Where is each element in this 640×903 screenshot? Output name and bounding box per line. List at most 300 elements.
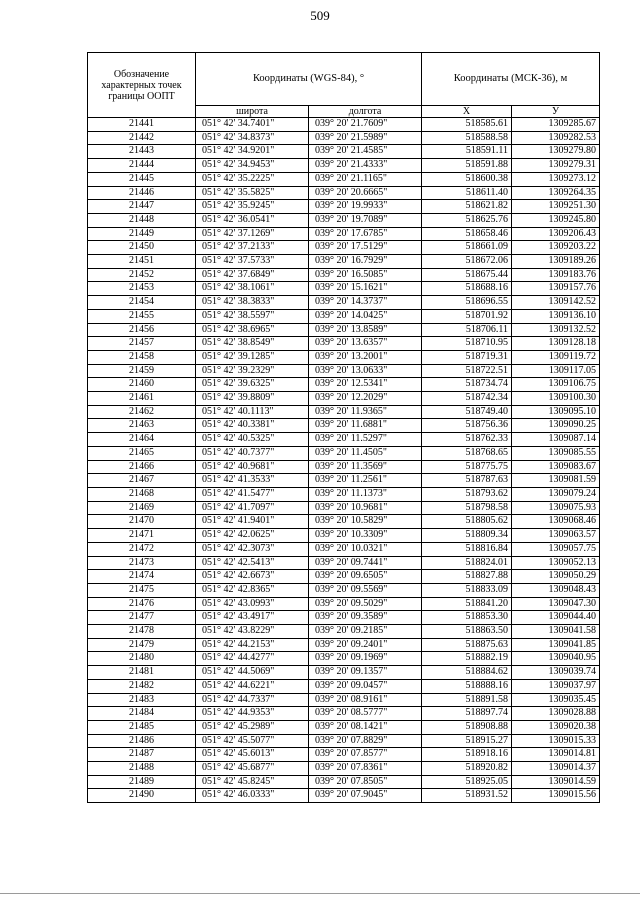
- y-cell: 1309039.74: [512, 666, 600, 680]
- latitude-cell: 051° 42' 35.2225": [196, 172, 309, 186]
- x-cell: 518920.82: [422, 762, 512, 776]
- latitude-cell: 051° 42' 43.8229": [196, 625, 309, 639]
- latitude-cell: 051° 42' 40.3381": [196, 419, 309, 433]
- x-cell: 518798.58: [422, 501, 512, 515]
- latitude-cell: 051° 42' 43.0993": [196, 597, 309, 611]
- y-cell: 1309014.37: [512, 762, 600, 776]
- table-row: [88, 145, 600, 159]
- longitude-cell: 039° 20' 09.7441": [309, 556, 422, 570]
- x-cell: 518891.58: [422, 693, 512, 707]
- table-row: [88, 666, 600, 680]
- latitude-cell: 051° 42' 42.0625": [196, 529, 309, 543]
- x-cell: 518742.34: [422, 392, 512, 406]
- latitude-cell: 051° 42' 41.7097": [196, 501, 309, 515]
- x-cell: 518600.38: [422, 172, 512, 186]
- y-cell: 1309052.13: [512, 556, 600, 570]
- coordinates-table: [87, 52, 600, 803]
- y-cell: 1309020.38: [512, 720, 600, 734]
- point-id-cell: 21466: [88, 460, 196, 474]
- latitude-cell: 051° 42' 45.6013": [196, 748, 309, 762]
- latitude-cell: 051° 42' 37.5733": [196, 255, 309, 269]
- latitude-cell: 051° 42' 42.3073": [196, 542, 309, 556]
- x-cell: 518925.05: [422, 775, 512, 789]
- point-id-cell: 21469: [88, 501, 196, 515]
- y-cell: 1309041.58: [512, 625, 600, 639]
- table-row: [88, 625, 600, 639]
- latitude-cell: 051° 42' 39.2329": [196, 364, 309, 378]
- longitude-cell: 039° 20' 08.9161": [309, 693, 422, 707]
- point-id-cell: 21453: [88, 282, 196, 296]
- x-cell: 518588.58: [422, 131, 512, 145]
- table-row: [88, 159, 600, 173]
- point-id-cell: 21489: [88, 775, 196, 789]
- latitude-cell: 051° 42' 37.6849": [196, 268, 309, 282]
- y-cell: 1309090.25: [512, 419, 600, 433]
- latitude-cell: 051° 42' 42.5413": [196, 556, 309, 570]
- table-row: [88, 597, 600, 611]
- longitude-cell: 039° 20' 11.4505": [309, 446, 422, 460]
- table-row: [88, 460, 600, 474]
- x-cell: 518915.27: [422, 734, 512, 748]
- latitude-cell: 051° 42' 35.9245": [196, 200, 309, 214]
- longitude-cell: 039° 20' 13.8589": [309, 323, 422, 337]
- latitude-cell: 051° 42' 37.2133": [196, 241, 309, 255]
- latitude-cell: 051° 42' 37.1269": [196, 227, 309, 241]
- longitude-cell: 039° 20' 20.6665": [309, 186, 422, 200]
- x-cell: 518805.62: [422, 515, 512, 529]
- longitude-cell: 039° 20' 10.0321": [309, 542, 422, 556]
- header-x: X: [422, 106, 512, 118]
- table-row: [88, 789, 600, 803]
- x-cell: 518793.62: [422, 487, 512, 501]
- x-cell: 518787.63: [422, 474, 512, 488]
- table-row: [88, 762, 600, 776]
- x-cell: 518734.74: [422, 378, 512, 392]
- point-id-cell: 21442: [88, 131, 196, 145]
- table-row: [88, 419, 600, 433]
- point-id-cell: 21460: [88, 378, 196, 392]
- table-row: [88, 337, 600, 351]
- point-id-cell: 21450: [88, 241, 196, 255]
- y-cell: 1309035.45: [512, 693, 600, 707]
- y-cell: 1309079.24: [512, 487, 600, 501]
- y-cell: 1309285.67: [512, 118, 600, 132]
- point-id-cell: 21448: [88, 213, 196, 227]
- point-id-cell: 21486: [88, 734, 196, 748]
- x-cell: 518908.88: [422, 720, 512, 734]
- longitude-cell: 039° 20' 17.6785": [309, 227, 422, 241]
- y-cell: 1309282.53: [512, 131, 600, 145]
- longitude-cell: 039° 20' 21.5989": [309, 131, 422, 145]
- header-y: У: [512, 106, 600, 118]
- x-cell: 518824.01: [422, 556, 512, 570]
- table-row: [88, 241, 600, 255]
- x-cell: 518585.61: [422, 118, 512, 132]
- latitude-cell: 051° 42' 38.5597": [196, 309, 309, 323]
- x-cell: 518884.62: [422, 666, 512, 680]
- y-cell: 1309106.75: [512, 378, 600, 392]
- y-cell: 1309189.26: [512, 255, 600, 269]
- table-row: [88, 734, 600, 748]
- x-cell: 518931.52: [422, 789, 512, 803]
- table-row: [88, 515, 600, 529]
- y-cell: 1309264.35: [512, 186, 600, 200]
- table-row: [88, 652, 600, 666]
- latitude-cell: 051° 42' 36.0541": [196, 213, 309, 227]
- point-id-cell: 21444: [88, 159, 196, 173]
- table-row: [88, 487, 600, 501]
- latitude-cell: 051° 42' 39.1285": [196, 350, 309, 364]
- latitude-cell: 051° 42' 44.4277": [196, 652, 309, 666]
- y-cell: 1309087.14: [512, 433, 600, 447]
- latitude-cell: 051° 42' 41.9401": [196, 515, 309, 529]
- longitude-cell: 039° 20' 07.8577": [309, 748, 422, 762]
- longitude-cell: 039° 20' 19.7089": [309, 213, 422, 227]
- y-cell: 1309028.88: [512, 707, 600, 721]
- point-id-cell: 21490: [88, 789, 196, 803]
- point-id-cell: 21447: [88, 200, 196, 214]
- point-id-cell: 21488: [88, 762, 196, 776]
- longitude-cell: 039° 20' 08.1421": [309, 720, 422, 734]
- y-cell: 1309063.57: [512, 529, 600, 543]
- y-cell: 1309014.59: [512, 775, 600, 789]
- table-row: [88, 775, 600, 789]
- longitude-cell: 039° 20' 10.5829": [309, 515, 422, 529]
- table-row: [88, 693, 600, 707]
- table-row: [88, 501, 600, 515]
- y-cell: 1309015.56: [512, 789, 600, 803]
- longitude-cell: 039° 20' 07.9045": [309, 789, 422, 803]
- longitude-cell: 039° 20' 09.5029": [309, 597, 422, 611]
- latitude-cell: 051° 42' 45.8245": [196, 775, 309, 789]
- latitude-cell: 051° 42' 44.7337": [196, 693, 309, 707]
- y-cell: 1309095.10: [512, 405, 600, 419]
- table-body: [88, 118, 600, 803]
- y-cell: 1309037.97: [512, 679, 600, 693]
- table-row: [88, 611, 600, 625]
- longitude-cell: 039° 20' 11.5297": [309, 433, 422, 447]
- point-id-cell: 21445: [88, 172, 196, 186]
- x-cell: 518611.40: [422, 186, 512, 200]
- point-id-cell: 21472: [88, 542, 196, 556]
- latitude-cell: 051° 42' 38.8549": [196, 337, 309, 351]
- x-cell: 518706.11: [422, 323, 512, 337]
- point-id-cell: 21485: [88, 720, 196, 734]
- y-cell: 1309047.30: [512, 597, 600, 611]
- y-cell: 1309083.67: [512, 460, 600, 474]
- x-cell: 518897.74: [422, 707, 512, 721]
- y-cell: 1309251.30: [512, 200, 600, 214]
- latitude-cell: 051° 42' 34.9201": [196, 145, 309, 159]
- longitude-cell: 039° 20' 09.1357": [309, 666, 422, 680]
- longitude-cell: 039° 20' 15.1621": [309, 282, 422, 296]
- y-cell: 1309203.22: [512, 241, 600, 255]
- longitude-cell: 039° 20' 17.5129": [309, 241, 422, 255]
- point-id-cell: 21478: [88, 625, 196, 639]
- longitude-cell: 039° 20' 10.3309": [309, 529, 422, 543]
- latitude-cell: 051° 42' 34.8373": [196, 131, 309, 145]
- x-cell: 518722.51: [422, 364, 512, 378]
- table-row: [88, 392, 600, 406]
- latitude-cell: 051° 42' 34.7401": [196, 118, 309, 132]
- x-cell: 518749.40: [422, 405, 512, 419]
- longitude-cell: 039° 20' 21.4333": [309, 159, 422, 173]
- table-row: [88, 542, 600, 556]
- x-cell: 518882.19: [422, 652, 512, 666]
- table-row: [88, 748, 600, 762]
- y-cell: 1309015.33: [512, 734, 600, 748]
- y-cell: 1309040.95: [512, 652, 600, 666]
- longitude-cell: 039° 20' 12.5341": [309, 378, 422, 392]
- table-row: [88, 720, 600, 734]
- x-cell: 518809.34: [422, 529, 512, 543]
- x-cell: 518710.95: [422, 337, 512, 351]
- y-cell: 1309132.52: [512, 323, 600, 337]
- point-id-cell: 21477: [88, 611, 196, 625]
- y-cell: 1309142.52: [512, 296, 600, 310]
- point-id-cell: 21474: [88, 570, 196, 584]
- longitude-cell: 039° 20' 19.9933": [309, 200, 422, 214]
- table-row: [88, 378, 600, 392]
- table-row: [88, 638, 600, 652]
- longitude-cell: 039° 20' 21.7609": [309, 118, 422, 132]
- y-cell: 1309068.46: [512, 515, 600, 529]
- latitude-cell: 051° 42' 42.8365": [196, 583, 309, 597]
- point-id-cell: 21463: [88, 419, 196, 433]
- point-id-cell: 21482: [88, 679, 196, 693]
- latitude-cell: 051° 42' 46.0333": [196, 789, 309, 803]
- point-id-cell: 21446: [88, 186, 196, 200]
- point-id-cell: 21459: [88, 364, 196, 378]
- point-id-cell: 21480: [88, 652, 196, 666]
- latitude-cell: 051° 42' 44.2153": [196, 638, 309, 652]
- x-cell: 518853.30: [422, 611, 512, 625]
- point-id-cell: 21470: [88, 515, 196, 529]
- point-id-cell: 21456: [88, 323, 196, 337]
- point-id-cell: 21476: [88, 597, 196, 611]
- table-row: [88, 131, 600, 145]
- table-row: [88, 282, 600, 296]
- point-id-cell: 21473: [88, 556, 196, 570]
- latitude-cell: 051° 42' 44.6221": [196, 679, 309, 693]
- x-cell: 518816.84: [422, 542, 512, 556]
- longitude-cell: 039° 20' 11.9365": [309, 405, 422, 419]
- table-row: [88, 118, 600, 132]
- header-point-designation: Обозначение характерных точек границы ООПТ: [88, 53, 196, 118]
- y-cell: 1309075.93: [512, 501, 600, 515]
- x-cell: 518591.11: [422, 145, 512, 159]
- y-cell: 1309014.81: [512, 748, 600, 762]
- point-id-cell: 21443: [88, 145, 196, 159]
- longitude-cell: 039° 20' 09.3589": [309, 611, 422, 625]
- longitude-cell: 039° 20' 07.8829": [309, 734, 422, 748]
- point-id-cell: 21483: [88, 693, 196, 707]
- point-id-cell: 21464: [88, 433, 196, 447]
- table-row: [88, 433, 600, 447]
- longitude-cell: 039° 20' 11.3569": [309, 460, 422, 474]
- longitude-cell: 039° 20' 11.1373": [309, 487, 422, 501]
- x-cell: 518661.09: [422, 241, 512, 255]
- table-row: [88, 556, 600, 570]
- y-cell: 1309119.72: [512, 350, 600, 364]
- latitude-cell: 051° 42' 45.2989": [196, 720, 309, 734]
- point-id-cell: 21468: [88, 487, 196, 501]
- longitude-cell: 039° 20' 13.2001": [309, 350, 422, 364]
- y-cell: 1309157.76: [512, 282, 600, 296]
- x-cell: 518675.44: [422, 268, 512, 282]
- table-row: [88, 364, 600, 378]
- point-id-cell: 21452: [88, 268, 196, 282]
- point-id-cell: 21451: [88, 255, 196, 269]
- point-id-cell: 21457: [88, 337, 196, 351]
- x-cell: 518888.16: [422, 679, 512, 693]
- y-cell: 1309041.85: [512, 638, 600, 652]
- y-cell: 1309273.12: [512, 172, 600, 186]
- table-row: [88, 679, 600, 693]
- table-row: [88, 323, 600, 337]
- y-cell: 1309100.30: [512, 392, 600, 406]
- table-header-row: [88, 53, 600, 106]
- latitude-cell: 051° 42' 42.6673": [196, 570, 309, 584]
- y-cell: 1309136.10: [512, 309, 600, 323]
- table-row: [88, 350, 600, 364]
- point-id-cell: 21481: [88, 666, 196, 680]
- point-id-cell: 21455: [88, 309, 196, 323]
- latitude-cell: 051° 42' 43.4917": [196, 611, 309, 625]
- latitude-cell: 051° 42' 40.1113": [196, 405, 309, 419]
- table-row: [88, 200, 600, 214]
- latitude-cell: 051° 42' 40.9681": [196, 460, 309, 474]
- y-cell: 1309245.80: [512, 213, 600, 227]
- table-row: [88, 227, 600, 241]
- page-number: 509: [310, 8, 330, 23]
- x-cell: 518701.92: [422, 309, 512, 323]
- longitude-cell: 039° 20' 13.0633": [309, 364, 422, 378]
- y-cell: 1309279.31: [512, 159, 600, 173]
- point-id-cell: 21479: [88, 638, 196, 652]
- x-cell: 518827.88: [422, 570, 512, 584]
- x-cell: 518863.50: [422, 625, 512, 639]
- longitude-cell: 039° 20' 11.2561": [309, 474, 422, 488]
- table-row: [88, 446, 600, 460]
- longitude-cell: 039° 20' 09.2401": [309, 638, 422, 652]
- x-cell: 518696.55: [422, 296, 512, 310]
- point-id-cell: 21484: [88, 707, 196, 721]
- longitude-cell: 039° 20' 09.0457": [309, 679, 422, 693]
- longitude-cell: 039° 20' 14.3737": [309, 296, 422, 310]
- x-cell: 518833.09: [422, 583, 512, 597]
- y-cell: 1309117.05: [512, 364, 600, 378]
- longitude-cell: 039° 20' 07.8361": [309, 762, 422, 776]
- x-cell: 518621.82: [422, 200, 512, 214]
- header-longitude: долгота: [309, 106, 422, 118]
- point-id-cell: 21471: [88, 529, 196, 543]
- table-row: [88, 570, 600, 584]
- x-cell: 518768.65: [422, 446, 512, 460]
- x-cell: 518688.16: [422, 282, 512, 296]
- latitude-cell: 051° 42' 41.3533": [196, 474, 309, 488]
- table-row: [88, 172, 600, 186]
- x-cell: 518591.88: [422, 159, 512, 173]
- point-id-cell: 21449: [88, 227, 196, 241]
- longitude-cell: 039° 20' 09.1969": [309, 652, 422, 666]
- x-cell: 518658.46: [422, 227, 512, 241]
- latitude-cell: 051° 42' 40.7377": [196, 446, 309, 460]
- latitude-cell: 051° 42' 34.9453": [196, 159, 309, 173]
- longitude-cell: 039° 20' 07.8505": [309, 775, 422, 789]
- latitude-cell: 051° 42' 39.8809": [196, 392, 309, 406]
- y-cell: 1309044.40: [512, 611, 600, 625]
- point-id-cell: 21458: [88, 350, 196, 364]
- longitude-cell: 039° 20' 14.0425": [309, 309, 422, 323]
- y-cell: 1309279.80: [512, 145, 600, 159]
- longitude-cell: 039° 20' 09.2185": [309, 625, 422, 639]
- header-wgs84: Координаты (WGS-84), °: [196, 53, 422, 106]
- longitude-cell: 039° 20' 16.5085": [309, 268, 422, 282]
- x-cell: 518875.63: [422, 638, 512, 652]
- point-id-cell: 21467: [88, 474, 196, 488]
- point-id-cell: 21465: [88, 446, 196, 460]
- longitude-cell: 039° 20' 12.2029": [309, 392, 422, 406]
- header-latitude: широта: [196, 106, 309, 118]
- longitude-cell: 039° 20' 10.9681": [309, 501, 422, 515]
- latitude-cell: 051° 42' 35.5825": [196, 186, 309, 200]
- point-id-cell: 21454: [88, 296, 196, 310]
- x-cell: 518719.31: [422, 350, 512, 364]
- y-cell: 1309128.18: [512, 337, 600, 351]
- latitude-cell: 051° 42' 44.5069": [196, 666, 309, 680]
- longitude-cell: 039° 20' 13.6357": [309, 337, 422, 351]
- longitude-cell: 039° 20' 16.7929": [309, 255, 422, 269]
- point-id-cell: 21475: [88, 583, 196, 597]
- table-row: [88, 583, 600, 597]
- table-row: [88, 213, 600, 227]
- x-cell: 518756.36: [422, 419, 512, 433]
- x-cell: 518841.20: [422, 597, 512, 611]
- table-row: [88, 268, 600, 282]
- point-id-cell: 21462: [88, 405, 196, 419]
- longitude-cell: 039° 20' 21.1165": [309, 172, 422, 186]
- latitude-cell: 051° 42' 45.5077": [196, 734, 309, 748]
- y-cell: 1309081.59: [512, 474, 600, 488]
- latitude-cell: 051° 42' 44.9353": [196, 707, 309, 721]
- x-cell: 518918.16: [422, 748, 512, 762]
- y-cell: 1309085.55: [512, 446, 600, 460]
- point-id-cell: 21461: [88, 392, 196, 406]
- latitude-cell: 051° 42' 40.5325": [196, 433, 309, 447]
- latitude-cell: 051° 42' 45.6877": [196, 762, 309, 776]
- longitude-cell: 039° 20' 11.6881": [309, 419, 422, 433]
- latitude-cell: 051° 42' 39.6325": [196, 378, 309, 392]
- y-cell: 1309048.43: [512, 583, 600, 597]
- x-cell: 518762.33: [422, 433, 512, 447]
- header-msk36: Координаты (МСК-36), м: [422, 53, 600, 106]
- x-cell: 518672.06: [422, 255, 512, 269]
- latitude-cell: 051° 42' 38.6965": [196, 323, 309, 337]
- table-row: [88, 707, 600, 721]
- y-cell: 1309057.75: [512, 542, 600, 556]
- table-row: [88, 255, 600, 269]
- latitude-cell: 051° 42' 38.3833": [196, 296, 309, 310]
- table-row: [88, 405, 600, 419]
- longitude-cell: 039° 20' 08.5777": [309, 707, 422, 721]
- footer-divider: [0, 893, 640, 894]
- y-cell: 1309050.29: [512, 570, 600, 584]
- longitude-cell: 039° 20' 09.5569": [309, 583, 422, 597]
- latitude-cell: 051° 42' 38.1061": [196, 282, 309, 296]
- y-cell: 1309206.43: [512, 227, 600, 241]
- table-row: [88, 309, 600, 323]
